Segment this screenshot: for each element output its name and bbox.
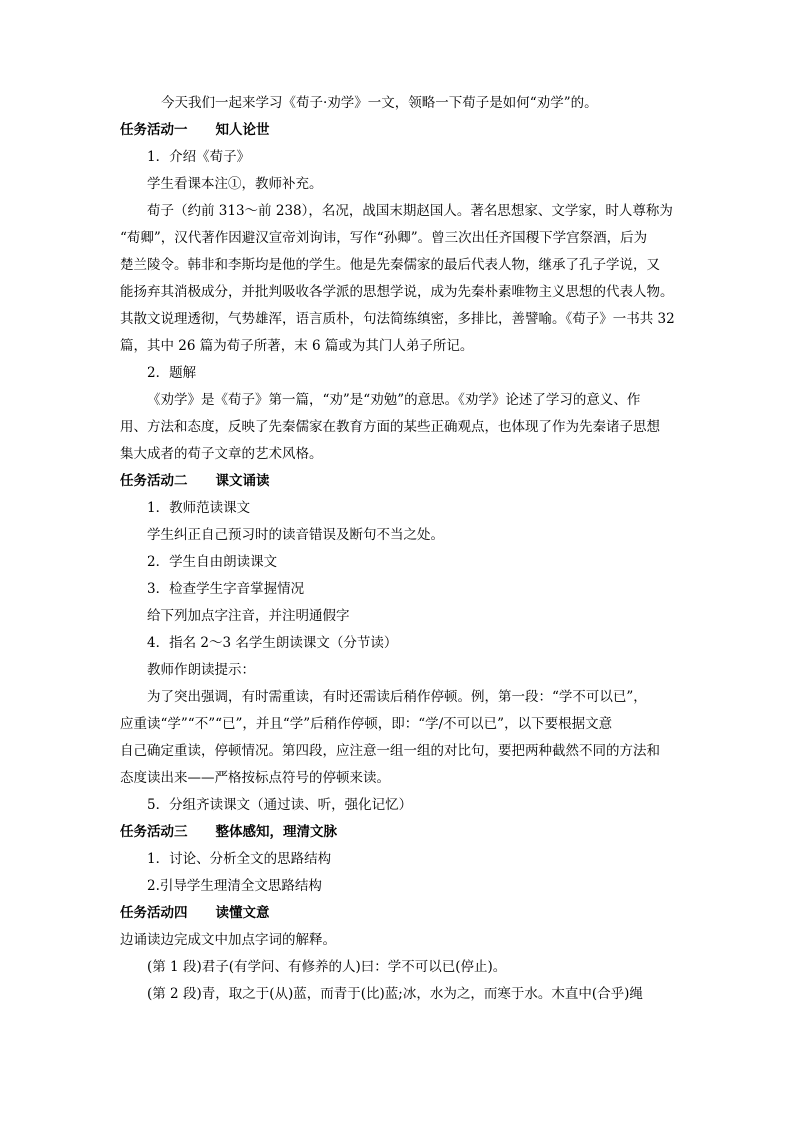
bio-line: 荀子（约前 313～前 238），名况，战国末期赵国人。著名思想家、文学家，时人尊称为 [147, 203, 673, 219]
task1-sub1: 1．介绍《荀子》 [147, 149, 251, 165]
task1-sub1-note: 学生看课本注①，教师补充。 [147, 176, 323, 192]
task2-item: 教师作朗读提示： [147, 662, 255, 678]
task1-heading [120, 117, 680, 144]
task2-item: 给下列加点字注音，并注明通假字 [147, 608, 350, 624]
task1-label: 任务活动一 [120, 122, 188, 138]
bio-line: 篇，其中 26 篇为荀子所著，末 6 篇或为其门人弟子所记。 [120, 338, 474, 354]
reading-tip-line: 应重读“学”“不”“已”，并且“学”后稍作停顿，即：“学/不可以已”，以下要根据文意 [120, 716, 613, 732]
task1-sub2: 2．题解 [147, 365, 197, 381]
task3-label: 任务活动三 [120, 824, 188, 840]
task4-intro: 边诵读边完成文中加点字词的解释。 [120, 932, 336, 948]
reading-tip-line: 为了突出强调，有时需重读，有时还需读后稍作停顿。例，第一段：“学不可以已”， [147, 689, 647, 705]
intro-paragraph: 今天我们一起来学习《荀子·劝学》一文，领略一下荀子是如何“劝学”的。 [161, 95, 598, 111]
task3-item: 1．讨论、分析全文的思路结构 [147, 851, 332, 867]
task3-heading [120, 819, 680, 846]
task2-item: 4．指名 2～3 名学生朗读课文（分节读） [147, 635, 398, 651]
task2-heading [120, 468, 680, 495]
task4-title: 读懂文意 [215, 905, 270, 921]
task2-title: 课文诵读 [215, 473, 270, 489]
bio-line: “荀卿”，汉代著作因避汉宣帝刘询讳，写作“孙卿”。曾三次出任齐国稷下学宫祭酒，后为 [120, 230, 648, 246]
task2-item: 3．检查学生字音掌握情况 [147, 581, 305, 597]
task1-title: 知人论世 [215, 122, 270, 138]
task4-label: 任务活动四 [120, 905, 188, 921]
task2-item: 1．教师范读课文 [147, 500, 251, 516]
task2-item: 学生纠正自己预习时的读音错误及断句不当之处。 [147, 527, 444, 543]
bio-line: 楚兰陵令。韩非和李斯均是他的学生。他是先秦儒家的最后代表人物，继承了孔子学说，又 [120, 257, 660, 273]
bio-line: 能扬弃其消极成分，并批判吸收各学派的思想学说，成为先秦朴素唯物主义思想的代表人物。 [120, 284, 674, 300]
annotation-line: (第 2 段)青，取之于(从)蓝，而青于(比)蓝;冰，水为之，而寒于水。木直中(合乎)绳 [147, 986, 643, 1002]
title-explain-line: 《劝学》是《荀子》第一篇，“劝”是“劝勉”的意思。《劝学》论述了学习的意义、作 [147, 392, 641, 408]
task2-label: 任务活动二 [120, 473, 188, 489]
title-explain-line: 集大成者的荀子文章的艺术风格。 [120, 446, 323, 462]
task2-item5: 5．分组齐读课文（通过读、听，强化记忆） [147, 797, 413, 813]
task4-heading [120, 900, 680, 927]
title-explain-line: 用、方法和态度，反映了先秦儒家在教育方面的某些正确观点，也体现了作为先秦诸子思想 [120, 419, 660, 435]
reading-tip-line: 自己确定重读，停顿情况。第四段，应注意一组一组的对比句，要把两种截然不同的方法和 [120, 743, 660, 759]
task3-title: 整体感知，理清文脉 [215, 824, 337, 840]
bio-line: 其散文说理透彻，气势雄浑，语言质朴，句法简练缜密，多排比，善譬喻。《荀子》一书共 32 [120, 311, 675, 327]
annotation-line: (第 1 段)君子(有学问、有修养的人)曰：学不可以已(停止)。 [147, 959, 507, 975]
task2-item: 2．学生自由朗读课文 [147, 554, 278, 570]
document-page [120, 90, 680, 1008]
task3-item: 2.引导学生理清全文思路结构 [147, 878, 322, 894]
reading-tip-line: 态度读出来——严格按标点符号的停顿来读。 [120, 770, 390, 786]
